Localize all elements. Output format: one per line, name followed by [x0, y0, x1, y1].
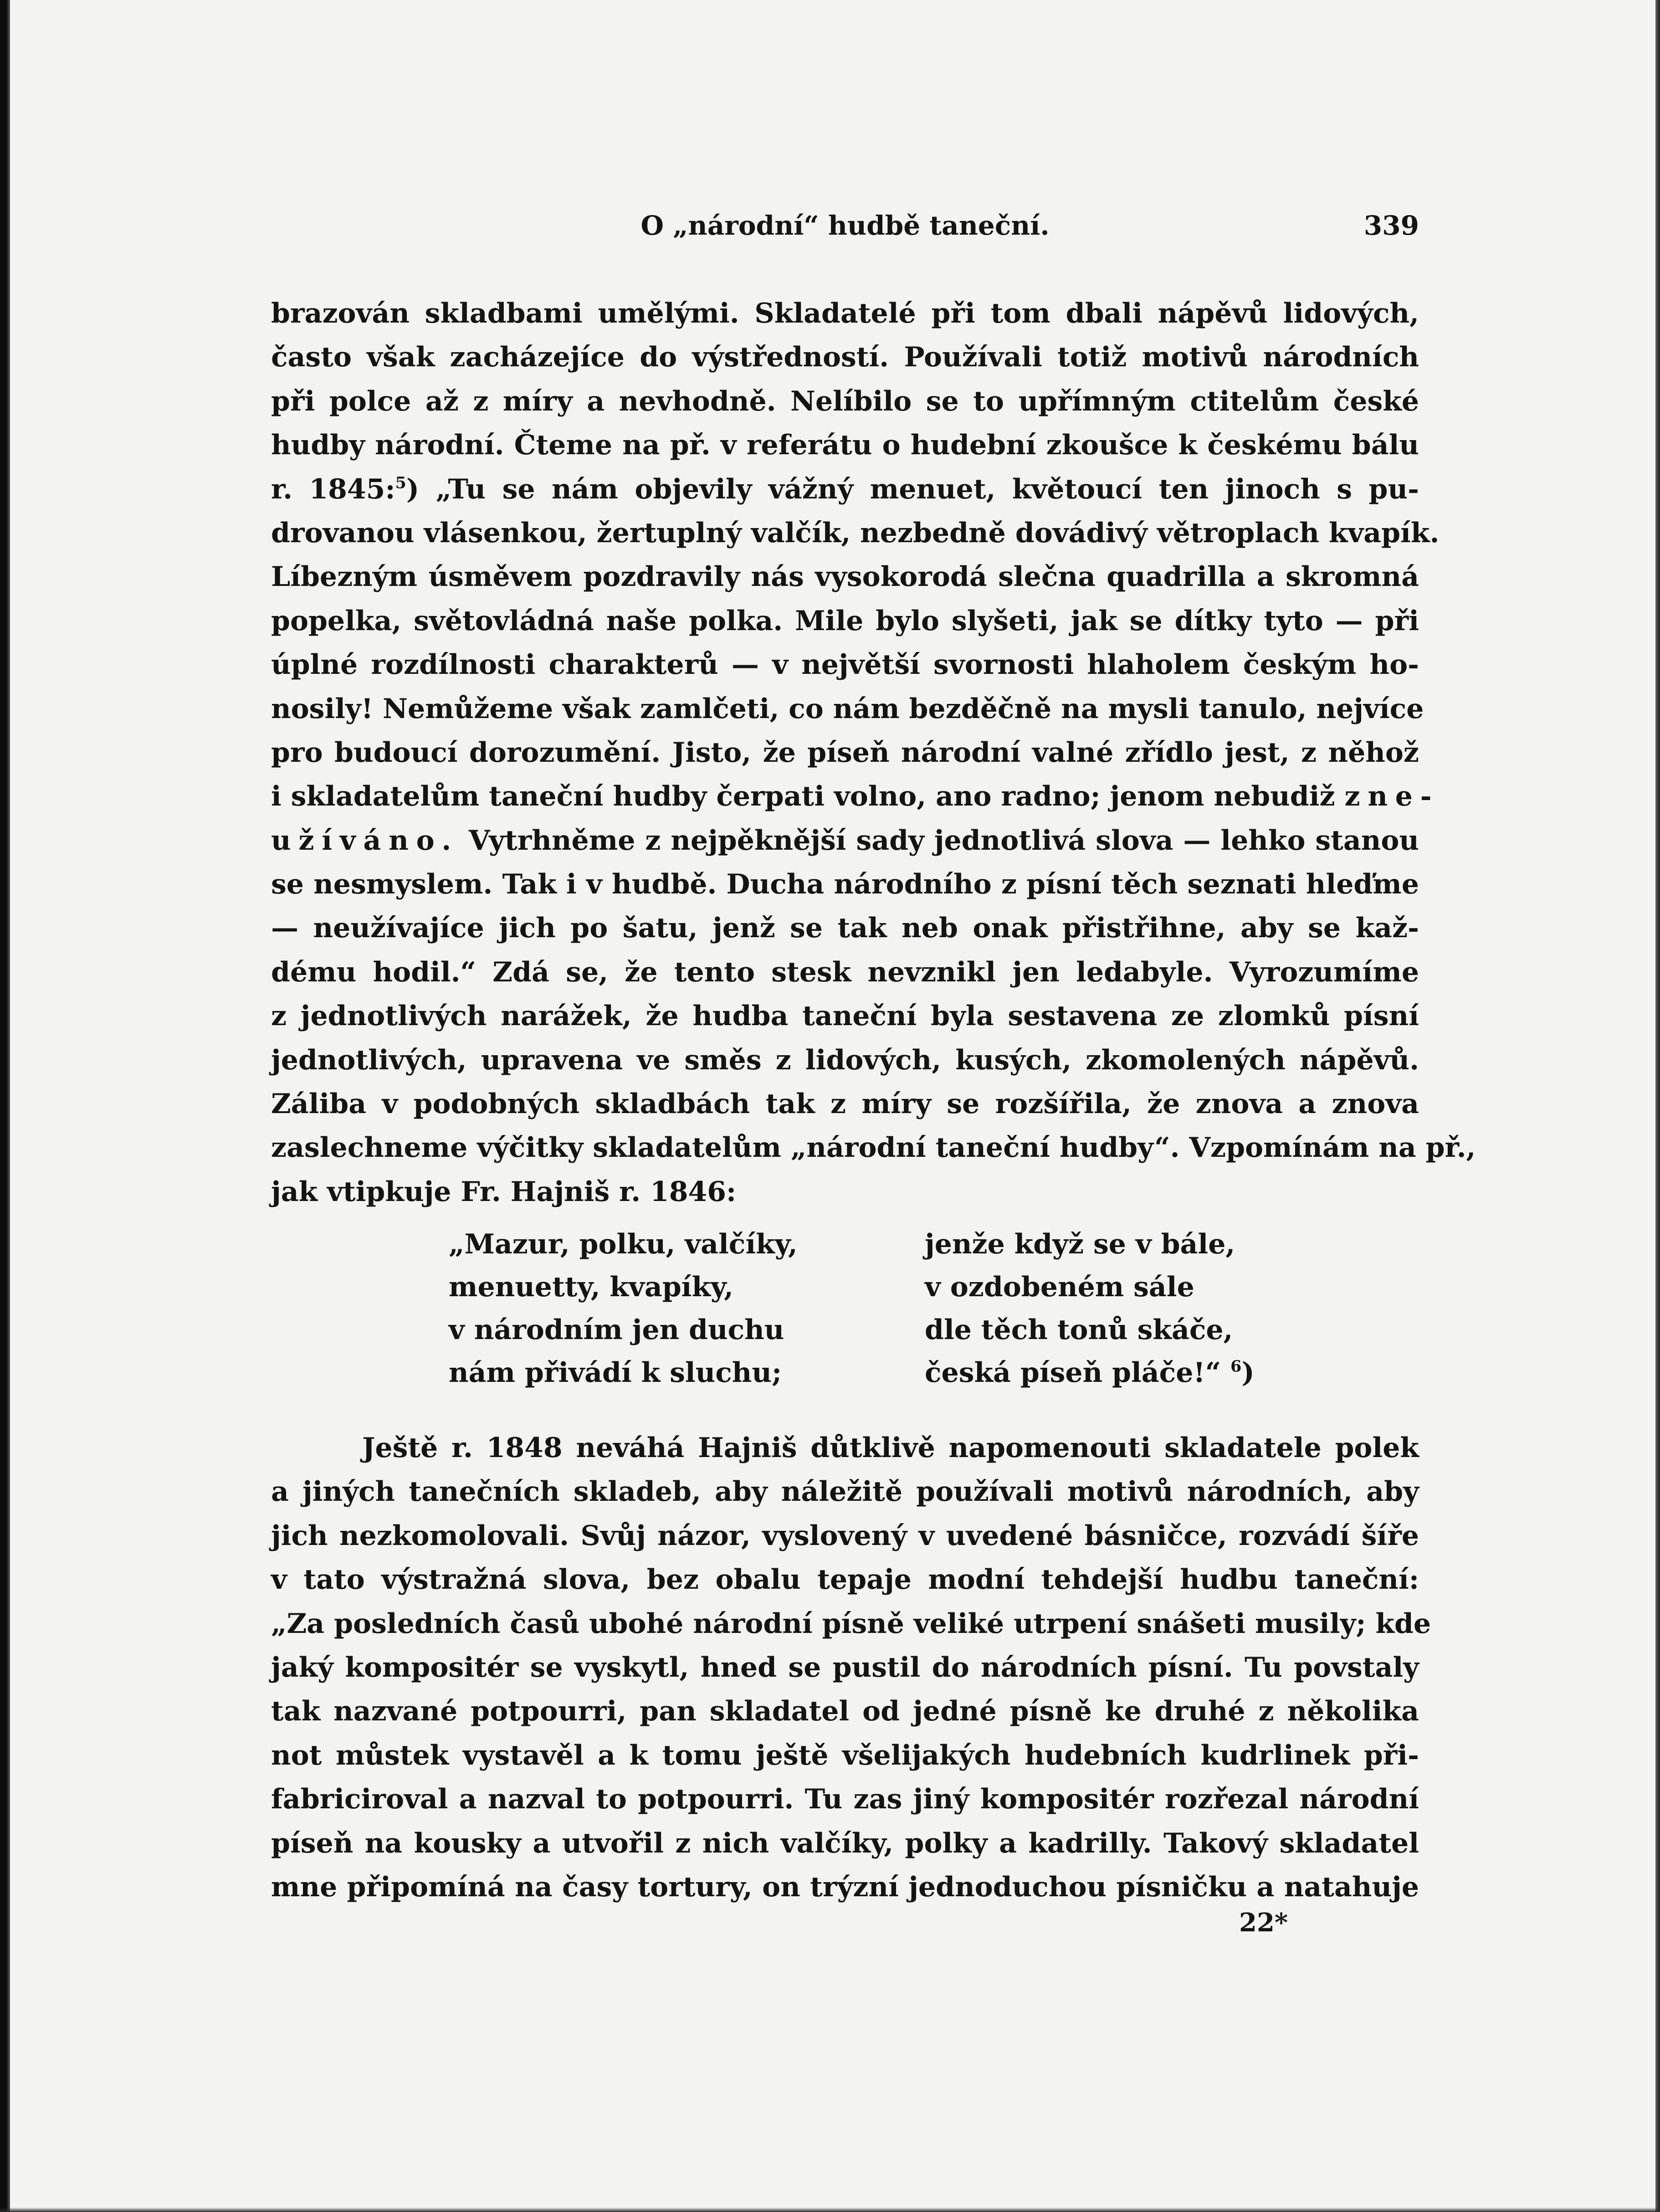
- text-line: z jednotlivých narážek, že hudba taneční byla sestavena ze zlomků písní: [271, 1000, 1419, 1032]
- poem-line: „Mazur, polku, valčíky,: [449, 1228, 798, 1260]
- text-line: [271, 819, 1419, 862]
- poem-line: v národním jen duchu: [449, 1314, 784, 1346]
- year-text: r. 1845:: [271, 473, 395, 505]
- line-text: Vytrhněme z nejpěknější sady jednotlivá slova — lehko stanou: [469, 824, 1419, 857]
- text-line: [271, 775, 1440, 818]
- text-line: píseň na kousky a utvořil z nich valčíky, polky a kadrilly. Takový skladatel: [271, 1827, 1419, 1859]
- text-line: Líbezným úsměvem pozdravily nás vysokorodá slečna quadrilla a skromná: [271, 561, 1419, 593]
- text-line: popelka, světovládná naše polka. Mile bylo slyšeti, jak se dítky tyto — při: [271, 605, 1419, 637]
- text-line: pro budoucí dorozumění. Jisto, že píseň národní valné zřídlo jest, z něhož: [271, 736, 1419, 769]
- signature-mark: 22*: [1239, 1908, 1288, 1938]
- text-line: při polce až z míry a nevhodně. Nelíbilo se to upřímným ctitelům české: [271, 385, 1419, 417]
- text-line: Ještě r. 1848 neváhá Hajniš důtklivě napomenouti skladatele polek: [362, 1432, 1419, 1464]
- text-line: hudby národní. Čteme na př. v referátu o hudební zkoušce k českému bálu: [271, 429, 1419, 462]
- page-edge-left: [0, 0, 10, 2212]
- spaced-emphasis: užíváno.: [271, 824, 459, 857]
- text-line: jak vtipkuje Fr. Hajniš r. 1846:: [271, 1175, 737, 1208]
- page-number: 339: [1363, 210, 1419, 241]
- footnote-ref-6: 6: [1230, 1357, 1242, 1376]
- poem-quote: [271, 1223, 1419, 1405]
- text-line: dému hodil.“ Zdá se, že tento stesk nevznikl jen ledabyle. Vyrozumíme: [271, 956, 1419, 988]
- text-line: úplné rozdílnosti charakterů — v největší svornosti hlaholem českým ho-: [271, 649, 1419, 681]
- text-line: se nesmyslem. Tak i v hudbě. Ducha národního z písní těch seznati hleďme: [271, 868, 1419, 901]
- poem-line: jenže když se v bále,: [925, 1228, 1235, 1260]
- text-line: Záliba v podobných skladbách tak z míry se rozšířila, že znova a znova: [271, 1088, 1419, 1120]
- poem-line: nám přivádí k sluchu;: [449, 1357, 782, 1389]
- text-line: nosily! Nemůžeme však zamlčeti, co nám bezděčně na mysli tanulo, nejvíce: [271, 693, 1424, 725]
- text-line: „Za posledních časů ubohé národní písně veliké utrpení snášeti musily; kde: [271, 1607, 1431, 1640]
- text-line: — neužívajíce jich po šatu, jenž se tak neb onak přistřihne, aby se kaž-: [271, 912, 1419, 944]
- running-title: O „národní“ hudbě taneční.: [640, 210, 1050, 241]
- text-line: [271, 467, 1419, 511]
- poem-last-text: česká píseň pláče!“: [925, 1357, 1221, 1389]
- text-line: a jiných tanečních skladeb, aby náležitě používali motivů národních, aby: [271, 1476, 1419, 1508]
- paragraph-2: [271, 1426, 1431, 1909]
- text-line: jaký kompositér se vyskytl, hned se pustil do národních písní. Tu povstaly: [271, 1651, 1419, 1683]
- text-line: drovanou vlásenkou, žertuplný valčík, nezbedně dovádivý větroplach kvapík.: [271, 517, 1440, 549]
- poem-column-right: [925, 1223, 1255, 1394]
- page-shadow-bottom: [0, 2207, 1660, 2212]
- text-line: jednotlivých, upravena ve směs z lidových, kusých, zkomolených nápěvů.: [271, 1044, 1419, 1076]
- text-line: v tato výstražná slova, bez obalu tepaje modní tehdejší hudbu taneční:: [271, 1564, 1419, 1596]
- poem-column-left: [449, 1223, 798, 1394]
- poem-line: dle těch tonů skáče,: [925, 1314, 1233, 1346]
- page-edge-right: [1655, 0, 1660, 2212]
- poem-line: [925, 1351, 1255, 1394]
- spaced-emphasis: zne-: [1344, 780, 1440, 813]
- footnote-ref-5: 5: [395, 473, 406, 492]
- text-line: fabriciroval a nazval to potpourri. Tu zas jiný kompositér rozřezal národní: [271, 1783, 1419, 1816]
- text-line: not můstek vystavěl a k tomu ještě všelijakých hudebních kudrlinek při-: [271, 1739, 1419, 1771]
- poem-line: v ozdobeném sále: [925, 1271, 1194, 1303]
- text-line: brazován skladbami umělými. Skladatelé při tom dbali nápěvů lidových,: [271, 298, 1419, 329]
- footnote-paren: ): [1241, 1357, 1255, 1389]
- text-line: často však zacházejíce do výstředností. Používali totiž motivů národních: [271, 341, 1419, 374]
- line-text: i skladatelům taneční hudby čerpati volno, ano radno; jenom nebudiž: [271, 780, 1335, 813]
- poem-line: menuetty, kvapíky,: [449, 1271, 734, 1303]
- paragraph-1: [271, 292, 1476, 1214]
- quote-start-text: ) „Tu se nám objevily vážný menuet, květoucí ten jinoch s pu-: [406, 473, 1419, 505]
- text-line: jich nezkomolovali. Svůj názor, vyslovený v uvedené básničce, rozvádí šíře: [271, 1519, 1419, 1552]
- text-line: zaslechneme výčitky skladatelům „národní taneční hudby“. Vzpomínám na př.,: [271, 1132, 1476, 1164]
- text-line: tak nazvané potpourri, pan skladatel od jedné písně ke druhé z několika: [271, 1695, 1419, 1728]
- running-header: [271, 205, 1419, 246]
- text-line: mne připomíná na časy tortury, on trýzní jednoduchou písničku a natahuje: [271, 1871, 1419, 1903]
